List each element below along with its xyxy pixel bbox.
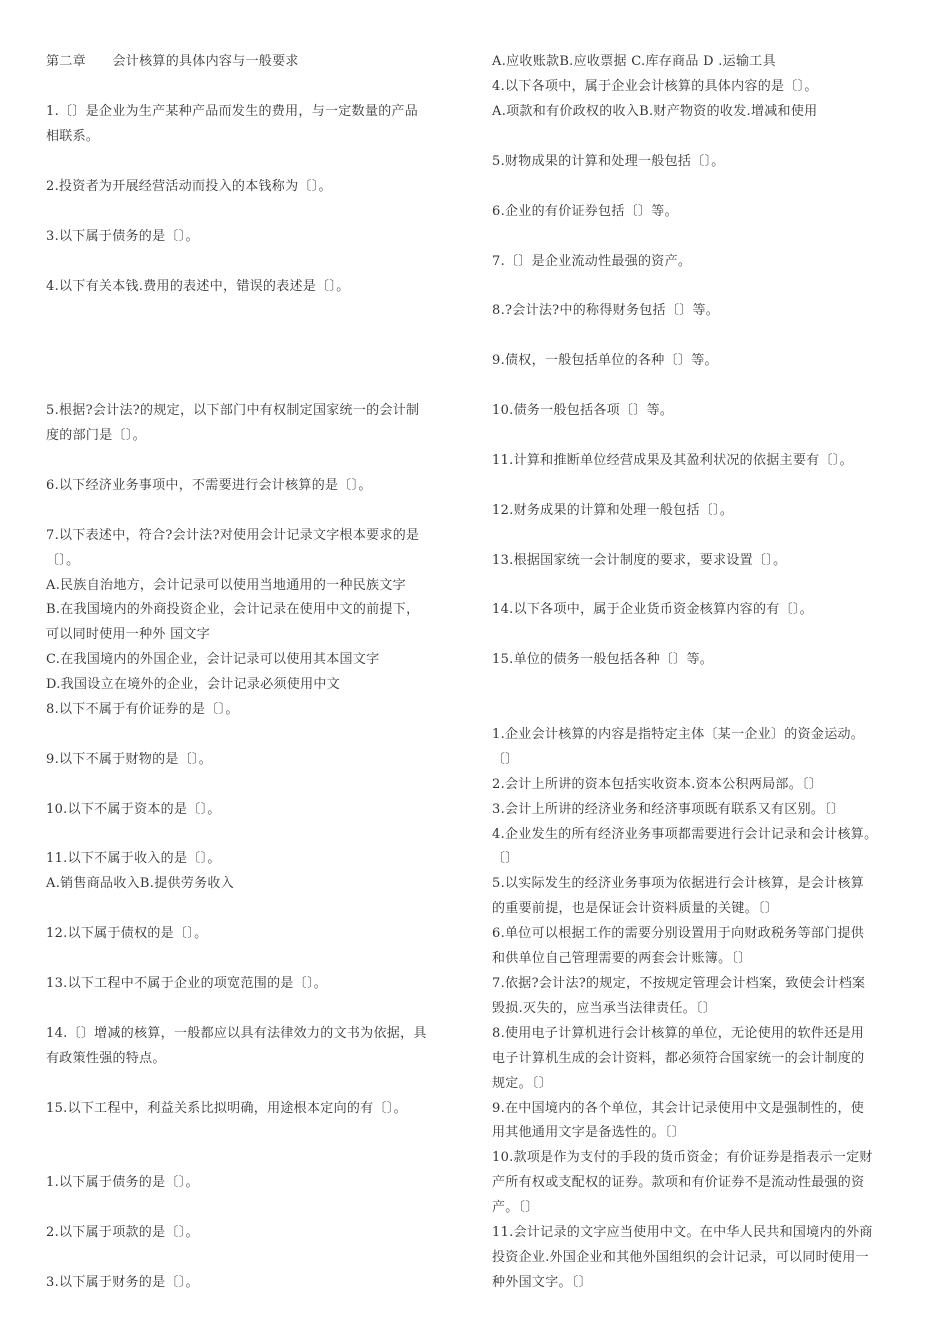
text-line: A.项款和有价政权的收入B.财产物资的收发.增减和使用 <box>492 104 818 119</box>
text-line: 7.以下表述中，符合?会计法?对使用会计记录文字根本要求的是 <box>46 528 420 543</box>
text-line: 8.以下不属于有价证券的是〔〕。 <box>46 702 239 717</box>
text-line: 电子计算机生成的会计资料，都必须符合国家统一的会计制度的 <box>492 1051 865 1066</box>
text-line: 5.以实际发生的经济业务事项为依据进行会计核算，是会计核算 <box>492 876 865 891</box>
text-line: 有政策性强的特点。 <box>46 1051 166 1066</box>
text-line: 10.款项是作为支付的手段的货币资金；有价证券是指表示一定财 <box>492 1150 873 1165</box>
text-line: 13.以下工程中不属于企业的项宽范围的是〔〕。 <box>46 976 328 991</box>
text-line: 相联系。 <box>46 129 100 144</box>
text-line: 11.会计记录的文字应当使用中文。在中华人民共和国境内的外商 <box>492 1225 873 1240</box>
text-line: 13.根据国家统一会计制度的要求，要求设置〔〕。 <box>492 553 787 568</box>
text-line: 产所有权或支配权的证券。款项和有价证券不是流动性最强的资 <box>492 1175 865 1190</box>
text-line: 的重要前提，也是保证会计资料质量的关键。〔〕 <box>492 901 779 916</box>
text-line: 用其他通用文字是备选性的。〔〕 <box>492 1125 686 1140</box>
text-line: A.销售商品收入B.提供劳务收入 <box>46 876 235 891</box>
text-line: 〔〕 <box>492 752 519 767</box>
text-line: 种外国文字。〔〕 <box>492 1275 592 1290</box>
text-line: 投资企业.外国企业和其他外国组织的会计记录，可以同时使用一 <box>492 1250 869 1265</box>
text-line: 15.单位的债务一般包括各种〔〕等。 <box>492 652 714 667</box>
text-line: 4.以下各项中，属于企业会计核算的具体内容的是〔〕。 <box>492 79 818 94</box>
text-line: 度的部门是〔〕。 <box>46 428 146 443</box>
text-line: 9.以下不属于财物的是〔〕。 <box>46 752 213 767</box>
text-line: 15.以下工程中，利益关系比拟明确，用途根本定向的有〔〕。 <box>46 1101 407 1116</box>
text-line: 7.依据?会计法?的规定，不按规定管理会计档案，致使会计档案 <box>492 976 866 991</box>
text-line: 11.以下不属于收入的是〔〕。 <box>46 851 221 866</box>
text-line: 〔〕 <box>492 851 519 866</box>
text-line: 〔〕。 <box>46 553 80 568</box>
text-line: 3.以下属于债务的是〔〕。 <box>46 229 199 244</box>
text-line: 3.会计上所讲的经济业务和经济事项既有联系又有区别。〔〕 <box>492 802 845 817</box>
text-line: A.应收账款B.应收票据 C.库存商品 D .运输工具 <box>492 54 776 69</box>
text-line: 12.财务成果的计算和处理一般包括〔〕。 <box>492 503 734 518</box>
text-line: 4.企业发生的所有经济业务事项都需要进行会计记录和会计核算。 <box>492 827 878 842</box>
text-line: 4.以下有关本钱.费用的表述中，错误的表述是〔〕。 <box>46 279 350 294</box>
text-line: 9.债权，一般包括单位的各种〔〕等。 <box>492 353 718 368</box>
text-line: 可以同时使用一种外 国文字 <box>46 627 211 642</box>
text-line: 5.根据?会计法?的规定，以下部门中有权制定国家统一的会计制 <box>46 403 420 418</box>
text-line: 1.企业会计核算的内容是指特定主体〔某一企业〕的资金运动。 <box>492 727 865 742</box>
text-line: 1.〔〕是企业为生产某种产品而发生的费用，与一定数量的产品 <box>46 104 419 119</box>
text-line: A.民族自治地方，会计记录可以使用当地通用的一种民族文字 <box>46 578 406 593</box>
text-line: 规定。〔〕 <box>492 1076 553 1091</box>
text-line: B.在我国境内的外商投资企业，会计记录在使用中文的前提下， <box>46 602 420 617</box>
text-line: D.我国设立在境外的企业，会计记录必须使用中文 <box>46 677 340 692</box>
text-line: 3.以下属于财务的是〔〕。 <box>46 1275 199 1290</box>
text-line: 5.财物成果的计算和处理一般包括〔〕。 <box>492 154 725 169</box>
text-line: C.在我国境内的外国企业，会计记录可以使用其本国文字 <box>46 652 380 667</box>
text-line: 12.以下属于债权的是〔〕。 <box>46 926 208 941</box>
text-line: 14.以下各项中，属于企业货币资金核算内容的有〔〕。 <box>492 602 813 617</box>
text-line: 毁损.灭失的，应当承当法律责任。〔〕 <box>492 1001 717 1016</box>
text-line: 7.〔〕是企业流动性最强的资产。 <box>492 254 692 269</box>
text-line: 11.计算和推断单位经营成果及其盈利状况的依据主要有〔〕。 <box>492 453 853 468</box>
text-line: 2.以下属于项款的是〔〕。 <box>46 1225 199 1240</box>
text-line: 6.以下经济业务事项中，不需要进行会计核算的是〔〕。 <box>46 478 372 493</box>
text-line: 6.企业的有价证券包括〔〕等。 <box>492 204 678 219</box>
text-line: 1.以下属于债务的是〔〕。 <box>46 1175 199 1190</box>
chapter-title: 第二章 会计核算的具体内容与一般要求 <box>46 54 299 69</box>
text-line: 8.?会计法?中的称得财务包括〔〕等。 <box>492 303 720 318</box>
text-line: 2.投资者为开展经营活动而投入的本钱称为〔〕。 <box>46 179 332 194</box>
text-line: 9.在中国境内的各个单位，其会计记录使用中文是强制性的，使 <box>492 1101 865 1116</box>
text-line: 8.使用电子计算机进行会计核算的单位，无论使用的软件还是用 <box>492 1026 865 1041</box>
text-line: 10.债务一般包括各项〔〕等。 <box>492 403 674 418</box>
text-line: 14.〔〕增减的核算，一般都应以具有法律效力的文书为依据，具 <box>46 1026 427 1041</box>
text-line: 6.单位可以根据工作的需要分别设置用于向财政税务等部门提供 <box>492 926 865 941</box>
text-line: 和供单位自己管理需要的两套会计账簿。〔〕 <box>492 951 752 966</box>
text-line: 产。〔〕 <box>492 1200 539 1215</box>
text-line: 10.以下不属于资本的是〔〕。 <box>46 802 221 817</box>
text-line: 2.会计上所讲的资本包括实收资本.资本公积两局部。〔〕 <box>492 777 823 792</box>
